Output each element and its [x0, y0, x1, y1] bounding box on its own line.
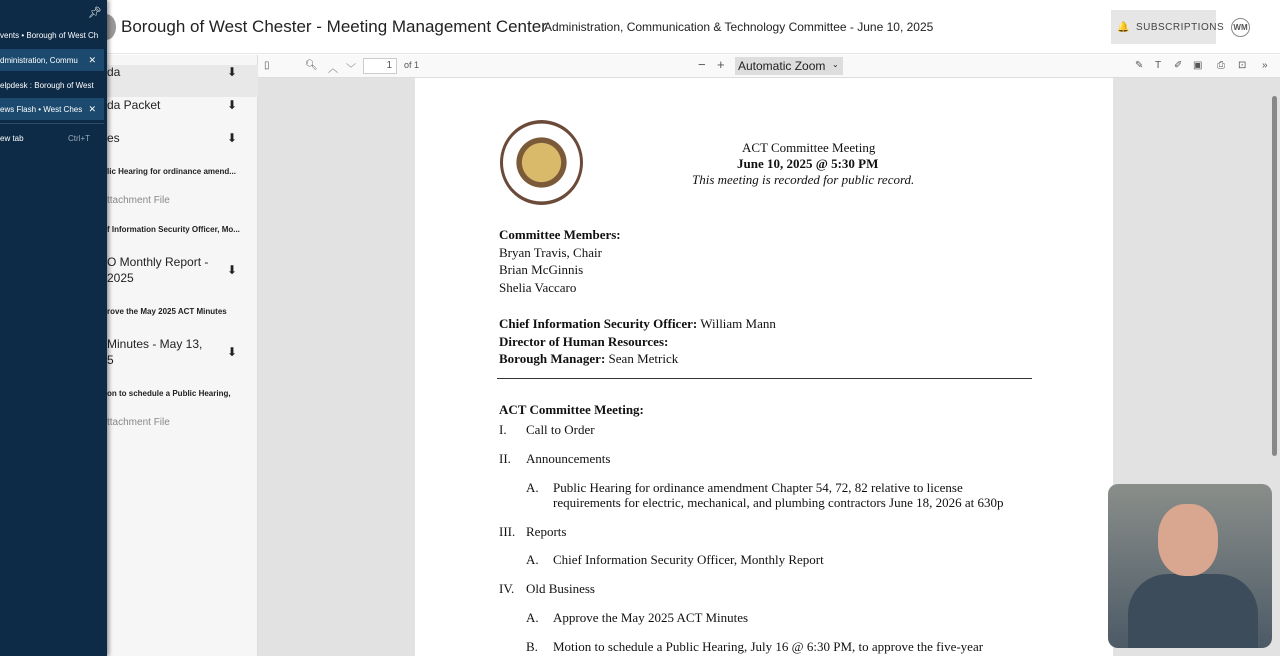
agenda-item[interactable]: rove the May 2025 ACT Minutes [107, 307, 227, 316]
zoom-in-button[interactable]: + [717, 57, 725, 72]
browser-tab[interactable] [0, 98, 104, 120]
member: Bryan Travis, Chair [499, 245, 602, 260]
subscriptions-button[interactable] [1111, 10, 1225, 44]
user-avatar[interactable]: WM [1231, 18, 1250, 37]
agenda-text: Old Business [526, 581, 595, 596]
pin-icon[interactable]: 📌︎ [88, 7, 102, 19]
ciso-name: William Mann [700, 316, 776, 331]
agenda-panel [107, 55, 258, 656]
manager-label: Borough Manager: [499, 351, 606, 366]
agenda-text: Chief Information Security Officer, Monthly Report [553, 552, 824, 567]
vertical-tabs-panel [0, 0, 107, 656]
tab-label: vents • Borough of West Ch [0, 30, 99, 40]
agenda-item[interactable]: es [107, 131, 120, 145]
tab-label: dministration, Commu [0, 55, 78, 65]
sidebar-toggle-icon[interactable]: ▯ [264, 60, 270, 71]
agenda-item[interactable]: 5 [107, 353, 114, 367]
image-icon[interactable]: ▣ [1193, 60, 1203, 71]
scroll-thumb[interactable] [1272, 96, 1277, 456]
pdf-page [415, 78, 1113, 656]
download-icon[interactable]: ⬇ [227, 263, 238, 277]
attachment-link[interactable]: ttachment File [107, 195, 170, 206]
divider [0, 123, 104, 124]
print-icon[interactable]: ⎙ [1217, 60, 1225, 71]
shortcut-label: Ctrl+T [68, 133, 90, 143]
page-count: of 1 [404, 60, 420, 70]
borough-seal [500, 120, 583, 205]
more-tools-icon[interactable]: » [1262, 60, 1268, 71]
agenda-item[interactable]: lic Hearing for ordinance amend... [107, 167, 236, 176]
tab-label: ews Flash • West Ches [0, 104, 83, 114]
prev-page-icon[interactable]: ︿ [328, 64, 338, 75]
agenda-num: A. [526, 610, 539, 625]
new-tab-label: ew tab [0, 133, 24, 143]
text-icon[interactable]: T [1155, 60, 1162, 71]
member: Shelia Vaccaro [499, 280, 577, 295]
download-icon[interactable]: ⬇ [227, 345, 238, 359]
agenda-num: A. [526, 552, 539, 567]
agenda-num: IV. [499, 581, 515, 596]
agenda-num: B. [526, 639, 538, 654]
member: Brian McGinnis [499, 262, 584, 277]
close-icon[interactable]: ✕ [88, 54, 96, 65]
divider [497, 378, 1032, 379]
browser-tab[interactable] [0, 74, 104, 96]
agenda-text: Announcements [526, 451, 611, 466]
doc-datetime: June 10, 2025 @ 5:30 PM [737, 156, 879, 171]
agenda-num: III. [499, 524, 516, 539]
doc-notice: This meeting is recorded for public record. [692, 172, 915, 187]
agenda-item[interactable]: f Information Security Officer, Mo... [107, 225, 240, 234]
agenda-item[interactable]: on to schedule a Public Hearing, [107, 389, 231, 398]
agenda-text: Reports [526, 524, 567, 539]
close-icon[interactable]: ✕ [88, 103, 96, 114]
agenda-num: I. [499, 422, 507, 437]
attachment-link[interactable]: ttachment File [107, 417, 170, 428]
download-icon[interactable]: ⬇ [227, 65, 238, 79]
meeting-title: Administration, Communication & Technology Committee - June 10, 2025 [544, 20, 934, 34]
pdf-toolbar [258, 55, 1280, 78]
item-label: da [107, 65, 121, 79]
zoom-out-button[interactable]: − [698, 57, 706, 72]
doc-title: ACT Committee Meeting [742, 140, 876, 155]
chevron-down-icon: ⌄ [832, 60, 839, 69]
download-icon[interactable]: ⬇ [227, 98, 238, 112]
agenda-text: Approve the May 2025 ACT Minutes [553, 610, 749, 625]
highlight-icon[interactable]: ✎ [1135, 60, 1144, 71]
webcam-overlay [1108, 484, 1272, 648]
agenda-item[interactable]: 2025 [107, 271, 134, 285]
agenda-text: Public Hearing for ordinance amendment Chapter 54, 72, 82 relative to license [553, 480, 963, 495]
site-header [0, 0, 1280, 54]
download-icon[interactable]: ⬇ [227, 131, 238, 145]
agenda-text: Motion to schedule a Public Hearing, July 16 @ 6:30 PM, to approve the five-year [553, 639, 984, 654]
agenda-num: II. [499, 451, 511, 466]
agenda-item[interactable]: O Monthly Report - [107, 255, 209, 269]
site-title: Borough of West Chester - Meeting Management Center [121, 17, 547, 36]
agenda-item[interactable]: da Packet [107, 98, 161, 112]
tab-label: elpdesk : Borough of West [0, 80, 94, 90]
agenda-text: requirements for electric, mechanical, and plumbing contractors June 18, 2026 at 630p [553, 495, 1004, 510]
next-page-icon[interactable]: ﹀ [346, 64, 356, 75]
save-icon[interactable]: ⊡ [1238, 60, 1247, 71]
bell-icon: 🔔 [1117, 21, 1130, 33]
ciso-label: Chief Information Security Officer: [499, 316, 698, 331]
zoom-select[interactable] [735, 57, 843, 75]
agenda-item[interactable]: Minutes - May 13, [107, 337, 203, 351]
hr-label: Director of Human Resources: [499, 334, 669, 349]
members-heading: Committee Members: [499, 227, 621, 242]
agenda-heading: ACT Committee Meeting: [499, 402, 644, 417]
search-icon[interactable]: 🔍︎ [305, 60, 318, 71]
new-tab-button[interactable] [0, 127, 104, 149]
zoom-value: Automatic Zoom [738, 59, 826, 73]
agenda-text: Call to Order [526, 422, 595, 437]
browser-tab[interactable] [0, 49, 104, 71]
agenda-num: A. [526, 480, 539, 495]
subscriptions-label: SUBSCRIPTIONS [1135, 21, 1225, 33]
page-number-input[interactable]: 1 [363, 58, 397, 74]
browser-tab[interactable] [0, 24, 104, 46]
draw-icon[interactable]: ✐ [1174, 60, 1183, 71]
manager-name: Sean Metrick [608, 351, 679, 366]
